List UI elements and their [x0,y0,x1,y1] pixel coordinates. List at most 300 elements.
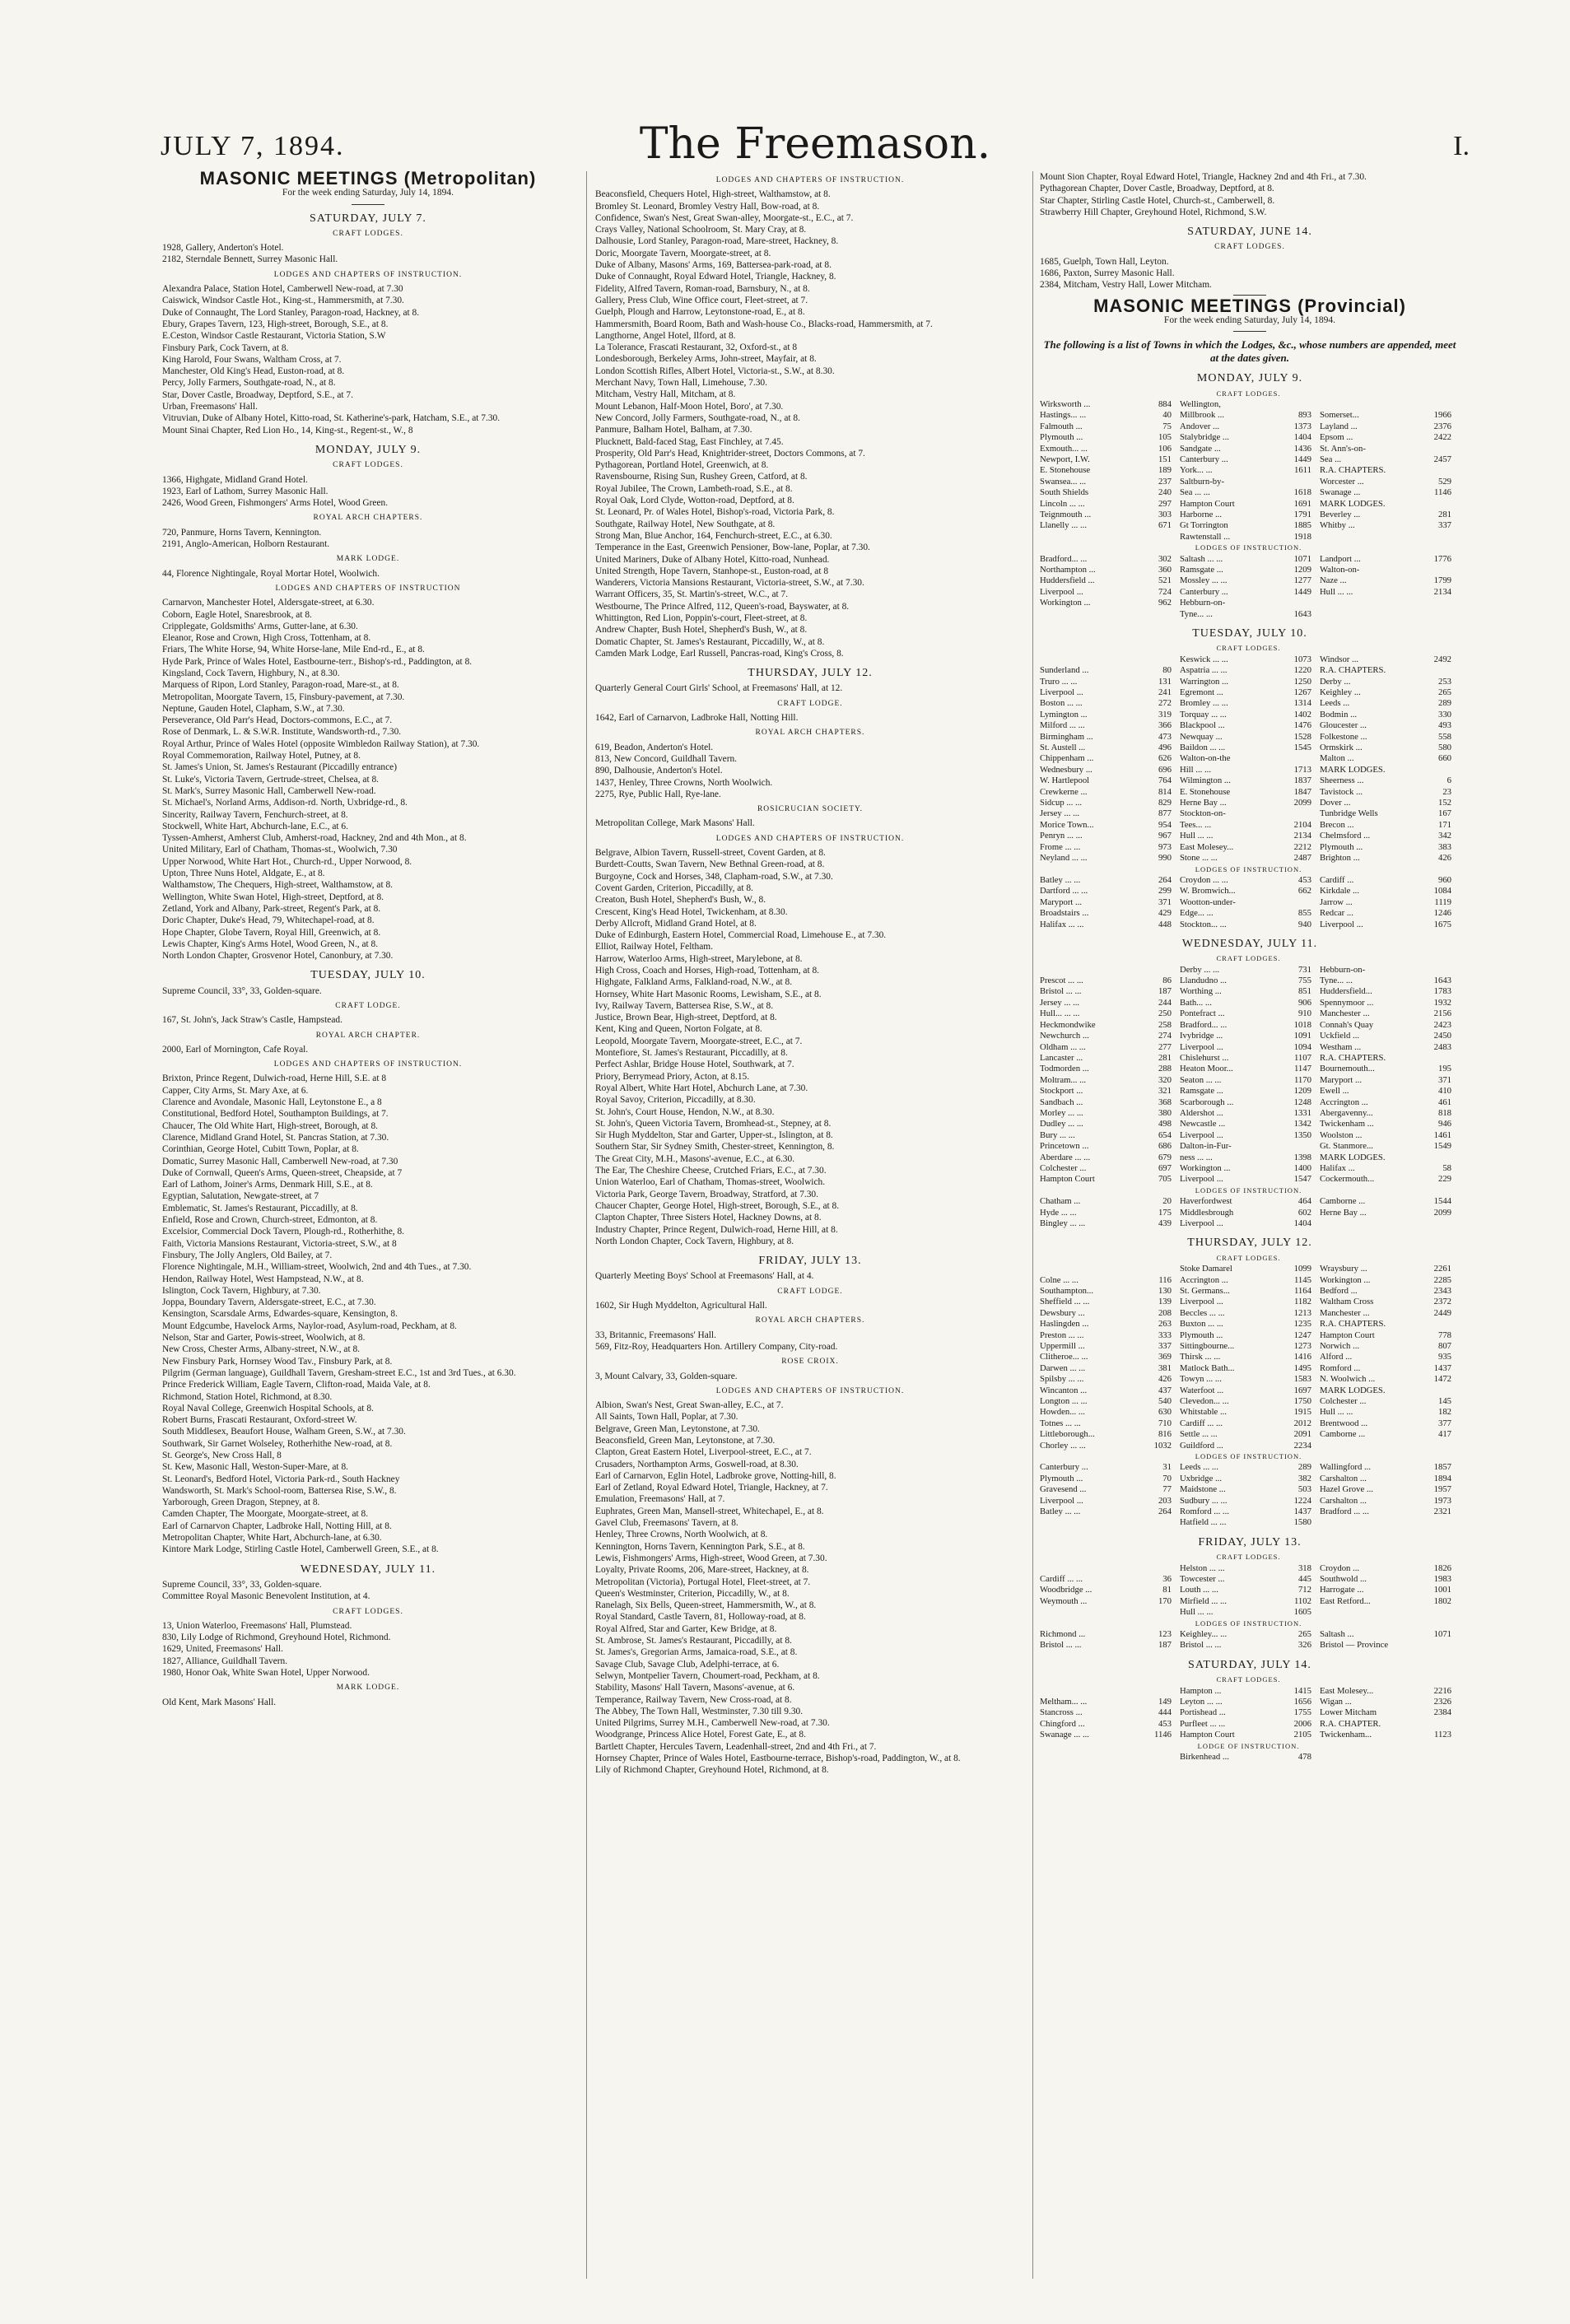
meeting-entry: Carnarvon, Manchester Hotel, Aldersgate-street, at 6.30. [162,598,375,608]
meeting-entry: 1642, Earl of Carnarvon, Ladbroke Hall, Notting Hill. [595,713,799,724]
town-name: Hebburn-on- [1179,598,1226,608]
category-heading: LODGES AND CHAPTERS OF INSTRUCTION. [715,176,905,184]
lodge-number: 241 [1158,687,1172,698]
provincial-listing [1040,373,1460,1763]
lodge-number: 1404 [1293,432,1311,443]
lodge-number: 2321 [1433,1507,1451,1517]
meeting-entry: Montefiore, St. James's Restaurant, Piccadilly, at 8. [595,1048,788,1059]
meeting-entry: Mount Sinai Chapter, Red Lion Ho., 14, King-st., Regent-st., W., 8 [162,425,413,435]
meeting-entry: Derby Allcroft, Midland Grand Hotel, at 8. [595,918,757,929]
meeting-entry: Harrow, Waterloo Arms, High-street, Marylebone, at 8. [595,953,803,964]
lodge-number: 189 [1158,465,1172,476]
day-heading: MONDAY, JULY 9. [1196,372,1303,385]
category-heading: CRAFT LODGES. [1216,1675,1281,1684]
town-name: R.A. CHAPTERS. [1319,1319,1386,1330]
meeting-entry: United Mariners, Duke of Albany Hotel, Kitto-road, Nunhead. [595,554,830,565]
lodge-number: 297 [1158,498,1172,509]
lodge-number: 40 [1162,410,1172,421]
lodge-number: 660 [1437,753,1451,764]
town-name: MARK LODGES. [1319,1152,1386,1162]
town-name: Birmingham ... [1040,731,1093,742]
town-name: Darwen ... ... [1040,1362,1086,1373]
town-name: Liverpool ... [1179,1041,1223,1052]
day-heading: SATURDAY, JULY 7. [310,212,426,225]
town-name: Wraysbury ... [1319,1264,1367,1274]
meeting-entry: Domatic Chapter, St. James's Restaurant, Piccadilly, W., at 8. [595,636,825,647]
divider [352,204,384,205]
town-name: Manchester ... [1319,1008,1370,1019]
meeting-entry: Stockwell, White Hart, Abchurch-lane, E.C., at 6. [162,821,348,831]
lodge-number: 498 [1158,1119,1172,1129]
town-name: Falmouth ... [1040,421,1083,431]
town-name: Walton-on- [1319,565,1360,575]
lodge-number: 946 [1437,1119,1451,1129]
lodge-number: 1246 [1433,908,1451,919]
category-heading: ROSE CROIX. [781,1358,839,1367]
meeting-entry: Earl of Carnarvon Chapter, Ladbroke Hall, Notting Hill, at 8. [162,1521,392,1531]
lodge-number: 1826 [1433,1563,1451,1573]
lodge-number [1288,1141,1320,1152]
town-name: Malton ... [1319,753,1354,764]
town-name: W. Bromwich... [1179,886,1236,897]
lodge-number: 851 [1297,986,1311,997]
lodge-number: 277 [1158,1041,1172,1052]
meeting-entry: 813, New Concord, Guildhall Tavern. [595,753,738,764]
town-row [1040,1319,1460,1330]
lodge-number: 1618 [1293,487,1311,498]
lodge-number: 383 [1437,841,1451,852]
town-name: Longton ... ... [1040,1395,1088,1406]
town-row [1040,1141,1460,1152]
lodge-number: 203 [1158,1495,1172,1506]
meeting-entry: Metropolitan (Victoria), Portugal Hotel, Fleet-street, at 7. [595,1577,811,1587]
town-name: Harrogate ... [1319,1585,1364,1595]
town-row [1040,1629,1460,1640]
town-name: Worthing ... [1179,986,1222,997]
town-name: Colchester ... [1040,1162,1087,1173]
town-name: Liverpool ... [1179,1174,1223,1185]
town-name [1320,532,1428,543]
town-name: Swansea... ... [1040,476,1087,487]
meeting-entry: Marquess of Ripon, Lord Stanley, Paragon-road, Mare-st., at 8. [162,680,399,691]
town-name: Aspatria ... ... [1179,665,1228,676]
meeting-entry: 13, Union Waterloo, Freemasons' Hall, Plumstead. [162,1620,352,1631]
meeting-entry: St. Luke's, Victoria Tavern, Gertrude-street, Chelsea, at 8. [162,774,380,785]
lodge-number: 1099 [1293,1264,1311,1274]
lodge-number: 264 [1158,874,1172,885]
meeting-entry: Southgate, Railway Hotel, New Southgate, at 8. [595,519,776,529]
category-heading: LODGE OF INSTRUCTION. [1197,1741,1300,1750]
town-name: Westham ... [1319,1041,1362,1052]
town-name: Moltram... ... [1040,1074,1087,1085]
meeting-entry: Mount Edgcumbe, Havelock Arms, Naylor-road, Asylum-road, Peckham, at 8. [162,1320,457,1331]
towns-table [1040,953,1460,1185]
town-name: MARK LODGES. [1319,1385,1386,1395]
lodge-number: 1164 [1293,1285,1311,1296]
lodge-number: 712 [1297,1585,1311,1595]
meeting-entry: Ravensbourne, Rising Sun, Rushey Green, Catford, at 8. [595,472,808,482]
town-row [1040,765,1460,775]
town-name: Workington ... [1040,598,1091,608]
lodge-number: 686 [1158,1141,1172,1152]
town-name: Bournemouth... [1319,1064,1375,1074]
meeting-entry: 1685, Guelph, Town Hall, Leyton. [1040,256,1169,267]
category-heading: ROYAL ARCH CHAPTERS. [755,1316,865,1325]
meeting-entry: Kingsland, Cock Tavern, Highbury, N., at 8.30. [162,668,340,678]
meeting-entry: Leopold, Moorgate Tavern, Moorgate-street, E.C., at 7. [595,1036,803,1046]
lodge-number: 1472 [1433,1374,1451,1385]
town-name: Tyne... ... [1319,976,1353,986]
lodge-number: 2483 [1433,1041,1451,1052]
lodge-number: 973 [1158,841,1172,852]
lodge-number: 1146 [1434,487,1451,498]
meeting-entry: Southern Star, Sir Sydney Smith, Chester-street, Kennington, 8. [595,1142,835,1153]
lodge-number: 1084 [1433,886,1451,897]
meeting-entry: 3, Mount Calvary, 33, Golden-square. [595,1371,738,1381]
town-name: Bristol — Province [1319,1640,1389,1651]
town-name: Waterfoot ... [1179,1385,1224,1395]
lodge-number: 2134 [1433,586,1451,597]
meeting-entry: Richmond, Station Hotel, Richmond, at 8.30. [162,1391,333,1402]
meeting-entry: Priory, Berrymead Priory, Acton, at 8.15. [595,1071,750,1082]
meeting-entry: 1827, Alliance, Guildhall Tavern. [162,1656,288,1666]
lodge-number: 1437 [1293,1507,1311,1517]
lodge-number: 195 [1437,1064,1451,1074]
town-name: Waltham Cross [1319,1297,1374,1307]
town-name: Herne Bay ... [1319,1207,1367,1218]
meeting-entry: Royal Standard, Castle Tavern, 81, Holloway-road, at 8. [595,1612,806,1623]
meeting-entry: Kensington, Scarsdale Arms, Edwardes-square, Kensington, 8. [162,1309,398,1320]
lodge-number: 696 [1158,764,1172,775]
town-row [1040,1640,1460,1651]
lodge-number: 2423 [1433,1019,1451,1030]
lodge-number: 503 [1297,1484,1311,1495]
lodge-number: 453 [1297,874,1311,885]
lodge-number: 1273 [1293,1340,1311,1351]
meeting-entry: 2000, Earl of Mornington, Cafe Royal. [162,1044,309,1055]
town-name: Bath... ... [1179,997,1212,1008]
meeting-entry: Guelph, Plough and Harrow, Leytonstone-road, E., at 8. [595,307,805,318]
lodge-number: 2216 [1433,1685,1451,1696]
meeting-entry: United Strength, Hope Tavern, Stanhope-st., Euston-road, at 8 [595,566,829,576]
town-name: Liverpool ... [1040,687,1083,698]
town-name: Todmorden ... [1040,1064,1089,1074]
town-name: Woolston ... [1319,1129,1363,1140]
lodge-number: 1547 [1293,1174,1311,1185]
meeting-entry: Whittington, Red Lion, Poppin's-court, Fleet-street, at 8. [595,612,808,623]
meeting-entry: Faith, Victoria Mansions Restaurant, Victoria-street, S.W., at 8 [162,1238,397,1249]
lodge-number [1428,1752,1460,1763]
town-name: Purfleet ... ... [1179,1718,1226,1729]
lodge-number: 2105 [1293,1730,1311,1740]
town-name: Towcester ... [1179,1573,1225,1584]
meeting-entry: Cripplegate, Goldsmiths' Arms, Gutter-lane, at 6.30. [162,621,358,631]
lodge-number: 70 [1162,1473,1172,1483]
town-name: Stoke Damarel [1179,1264,1232,1274]
lodge-number: 1656 [1293,1696,1311,1707]
town-name [1320,1441,1428,1451]
lodge-number: 382 [1297,1473,1311,1483]
divider [1233,331,1266,332]
meeting-entry: Gavel Club, Freemasons' Tavern, at 8. [595,1518,738,1529]
lodge-number: 380 [1158,1107,1172,1118]
town-name: Manchester ... [1319,1307,1370,1318]
meeting-entry: Enfield, Rose and Crown, Church-street, Edmonton, at 8. [162,1215,378,1226]
meeting-entry: Duke of Connaught, The Lord Stanley, Paragon-road, Hackney, at 8. [162,307,420,318]
lodge-number [1148,1517,1180,1528]
town-row [1040,1517,1460,1528]
town-name: Tyne... ... [1179,608,1213,619]
lodge-number [1288,897,1320,908]
lodge-number: 731 [1297,964,1311,975]
lodge-number: 1416 [1293,1352,1311,1362]
town-name: Croydon ... ... [1179,874,1228,885]
lodge-number [1148,1563,1180,1574]
lodge-number: 764 [1158,775,1172,786]
town-name: Alford ... [1319,1352,1353,1362]
meeting-entry: Plucknett, Bald-faced Stag, East Finchley, at 7.45. [595,436,784,447]
town-name: Stockton-on- [1179,808,1226,819]
town-name: Ramsgate ... [1179,565,1223,575]
town-row [1040,1686,1460,1697]
town-name: Norwich ... [1319,1340,1360,1351]
lodge-number: 253 [1437,676,1451,687]
town-name: Derby ... [1319,676,1351,687]
meeting-entry: Clarence, Midland Grand Hotel, St. Pancras Station, at 7.30. [162,1132,389,1143]
town-name: Gloucester ... [1319,720,1367,731]
meeting-entry: Duke of Connaught, Royal Edward Hotel, Triangle, Hackney, 8. [595,272,836,282]
town-name: Howden... ... [1040,1407,1085,1418]
town-row [1040,1163,1460,1174]
meeting-entry: Burgoyne, Cock and Horses, 348, Clapham-road, S.W., at 7.30. [595,871,833,882]
meeting-entry: 2384, Mitcham, Vestry Hall, Lower Mitcham. [1040,280,1212,291]
town-name: Gravesend ... [1040,1484,1087,1495]
town-name: Uxbridge ... [1179,1473,1223,1483]
lodge-number [1428,499,1460,510]
town-name: Accrington ... [1319,1097,1368,1107]
town-name: Worcester ... [1319,476,1364,487]
town-name: Haverfordwest [1179,1196,1232,1207]
town-name: Sheffield ... ... [1040,1297,1090,1307]
lodge-number: 448 [1158,919,1172,929]
town-row [1040,487,1460,498]
meeting-entry: Euphrates, Green Man, Mansell-street, Whitechapel, E., at 8. [595,1506,824,1516]
towns-table [1040,1451,1460,1529]
town-name: Warrington ... [1179,676,1229,687]
town-name: Brentwood ... [1319,1418,1368,1428]
lodge-number: 288 [1158,1064,1172,1074]
category-heading: LODGES OF INSTRUCTION. [1195,1185,1302,1195]
town-name: Thirsk ... ... [1179,1352,1221,1362]
meeting-entry: Mitcham, Vestry Hall, Mitcham, at 8. [595,389,736,400]
meeting-entry: King Harold, Four Swans, Waltham Cross, at 7. [162,354,342,365]
lodge-number: 439 [1158,1218,1172,1228]
town-name: Newchurch ... [1040,1031,1089,1041]
category-heading: CRAFT LODGES. [333,1607,403,1616]
town-row [1040,1429,1460,1440]
town-name: Walton-on-the [1179,753,1231,764]
town-row [1040,986,1460,997]
meeting-entry: The Great City, M.H., Masons'-avenue, E.C., at 6.30. [595,1153,795,1164]
meeting-entry: Beaconsfield, Green Man, Leytonstone, at 7.30. [595,1435,776,1446]
meeting-entry: Prosperity, Old Parr's Head, Knightrider-street, Doctors Commons, at 7. [595,448,865,459]
town-name: Liverpool ... [1179,1129,1223,1140]
town-name: Bodmin ... [1319,709,1358,720]
town-name: Windsor ... [1319,654,1359,664]
lodge-number: 1182 [1293,1297,1311,1307]
meeting-entry: Quarterly Meeting Boys' School at Freemasons' Hall, at 4. [595,1271,814,1282]
meeting-entry: Lily of Richmond Chapter, Greyhound Hotel, Richmond, at 8. [595,1765,829,1776]
towns-table [1040,864,1460,930]
lodge-number: 1755 [1293,1707,1311,1718]
town-name: R.A. CHAPTERS. [1319,665,1386,676]
town-row [1040,665,1460,676]
lodge-number: 1220 [1293,665,1311,676]
meeting-entry: Victoria Park, George Tavern, Broadway, Stratford, at 7.30. [595,1189,818,1199]
meeting-entry: Panmure, Balham Hotel, Balham, at 7.30. [595,425,752,435]
town-name: Rawtenstall ... [1179,531,1231,542]
lodge-number [1428,598,1460,608]
lodge-number: 1224 [1293,1495,1311,1506]
lodge-number: 368 [1158,1097,1172,1107]
town-name: Neyland ... ... [1040,853,1088,864]
lodge-number [1288,753,1320,764]
town-name: Sudbury ... ... [1179,1495,1228,1506]
meeting-entry: 720, Panmure, Horns Tavern, Kennington. [162,527,322,538]
lodge-number: 558 [1437,731,1451,742]
town-name: Llanelly ... ... [1040,520,1087,531]
town-row [1040,897,1460,908]
town-name: Sidcup ... ... [1040,798,1083,808]
meeting-entry: La Tolerance, Frascati Restaurant, 32, Oxford-st., at 8 [595,342,798,353]
column-metropolitan-2 [595,171,1025,2287]
meeting-entry: St. James's Union, St. James's Restaurant (Piccadilly entrance) [162,762,398,773]
town-name: Brighton ... [1319,853,1360,864]
town-name: Leeds ... ... [1179,1462,1218,1473]
lodge-number: 116 [1158,1274,1172,1285]
category-heading: ROSICRUCIAN SOCIETY. [757,805,864,814]
town-row [1040,998,1460,1008]
lodge-number: 151 [1158,454,1172,464]
lodge-number: 2012 [1293,1418,1311,1428]
meeting-entry: 1980, Honor Oak, White Swan Hotel, Upper Norwood. [162,1668,370,1679]
town-row [1040,1596,1460,1607]
lodge-number: 829 [1158,798,1172,808]
lodge-number: 152 [1437,798,1451,808]
meeting-entry: Southwark, Sir Garnet Wolseley, Rotherhithe New-road, at 8. [162,1438,393,1449]
lodge-number: 1107 [1293,1052,1311,1063]
lodge-number: 381 [1158,1362,1172,1373]
meeting-entry: Percy, Jolly Farmers, Southgate-road, N., at 8. [162,378,336,389]
lodge-number [1428,1053,1460,1064]
town-name [1040,1563,1148,1574]
lodge-number: 724 [1158,586,1172,597]
meeting-entry: Perfect Ashlar, Bridge House Hotel, Southwark, at 7. [595,1060,794,1070]
town-name: Chelmsford ... [1319,831,1371,841]
meeting-entry: Robert Burns, Frascati Restaurant, Oxford-street W. [162,1415,357,1426]
meeting-entry: Urban, Freemasons' Hall. [162,402,258,412]
lodge-number: 521 [1158,575,1172,586]
category-heading: CRAFT LODGES. [1216,1253,1281,1262]
town-name: Hull... ... ... [1040,1008,1080,1019]
town-row [1040,976,1460,986]
town-name [1040,965,1148,976]
lodge-number: 478 [1297,1751,1311,1762]
lodge-number: 755 [1297,976,1311,986]
town-name: Romford ... [1319,1362,1361,1373]
lodge-number: 289 [1297,1462,1311,1473]
lodge-number: 1091 [1293,1031,1311,1041]
lodge-number: 2384 [1433,1707,1451,1718]
lodge-number: 187 [1158,1640,1172,1651]
meeting-entry: Covent Garden, Criterion, Piccadilly, at 8. [595,883,753,893]
meeting-entry: 830, Lily Lodge of Richmond, Greyhound Hotel, Richmond. [162,1632,391,1643]
meeting-entry: Metropolitan Chapter, White Hart, Abchurch-lane, at 6.30. [162,1533,382,1544]
meeting-listing [162,213,574,1708]
meeting-entry: 569, Fitz-Roy, Headquarters Hon. Artillery Company, City-road. [595,1341,838,1352]
lodge-number: 1915 [1293,1407,1311,1418]
town-name: Wootton-under- [1179,897,1236,907]
town-name: Mossley ... ... [1179,575,1228,586]
town-name: Folkestone ... [1319,731,1367,742]
town-name: W. Hartlepool [1040,775,1090,786]
lodge-number: 1102 [1293,1595,1311,1606]
towns-table [1040,389,1460,543]
town-name: Seaton ... ... [1179,1074,1222,1085]
lodge-number: 1580 [1293,1517,1311,1528]
town-row [1040,465,1460,476]
town-name: Stancross ... [1040,1707,1083,1718]
lodge-number: 671 [1158,520,1172,531]
lodge-number: 36 [1162,1573,1172,1584]
town-row [1040,798,1460,808]
town-name: Twickenham ... [1319,1119,1374,1129]
town-name [1320,609,1428,620]
lodge-number [1288,808,1320,819]
meeting-entry: Hammersmith, Board Room, Bath and Wash-house Co., Blacks-road, Hammersmith, at 7. [595,319,933,329]
lodge-number: 333 [1158,1330,1172,1340]
town-name: Stockton... ... [1179,919,1227,929]
meeting-entry: Hornsey Chapter, Prince of Wales Hotel, Eastbourne-terrace, Bishop's-road, Paddington, W., at 8. [595,1753,961,1763]
lodge-number: 171 [1437,819,1451,830]
lodge-number: 272 [1158,698,1172,709]
meeting-entry: St. Leonard, Pr. of Wales Hotel, Bishop's-road, Victoria Park, 8. [595,507,835,518]
town-row [1040,1297,1460,1307]
category-heading: CRAFT LODGES. [1216,954,1281,963]
town-name: Huddersfield... [1319,986,1372,997]
category-heading: CRAFT LODGE. [335,1002,401,1010]
town-name: Bristol ... ... [1040,1640,1082,1651]
town-name: Maryport ... [1040,897,1083,907]
lodge-number: 1436 [1293,443,1311,454]
lodge-number: 240 [1158,487,1172,498]
lodge-number: 473 [1158,731,1172,742]
lodge-number: 1894 [1433,1473,1451,1483]
meeting-entry: Kennington, Horns Tavern, Kennington Park, S.E., at 8. [595,1541,805,1552]
lodge-number [1288,598,1320,608]
town-name: Batley ... ... [1040,874,1081,885]
town-name: Frome ... ... [1040,841,1081,852]
lodge-number: 1783 [1433,986,1451,997]
lodge-number: 342 [1437,831,1451,841]
meeting-entry: Justice, Brown Bear, High-street, Deptford, at 8. [595,1013,777,1023]
lodge-number: 1073 [1293,654,1311,664]
lodge-number: 1415 [1293,1685,1311,1696]
meeting-entry: Londesborough, Berkeley Arms, John-street, Mayfair, at 8. [595,354,817,365]
lodge-number: 106 [1158,443,1172,454]
lodge-number: 2343 [1433,1285,1451,1296]
lodge-number: 410 [1437,1086,1451,1097]
